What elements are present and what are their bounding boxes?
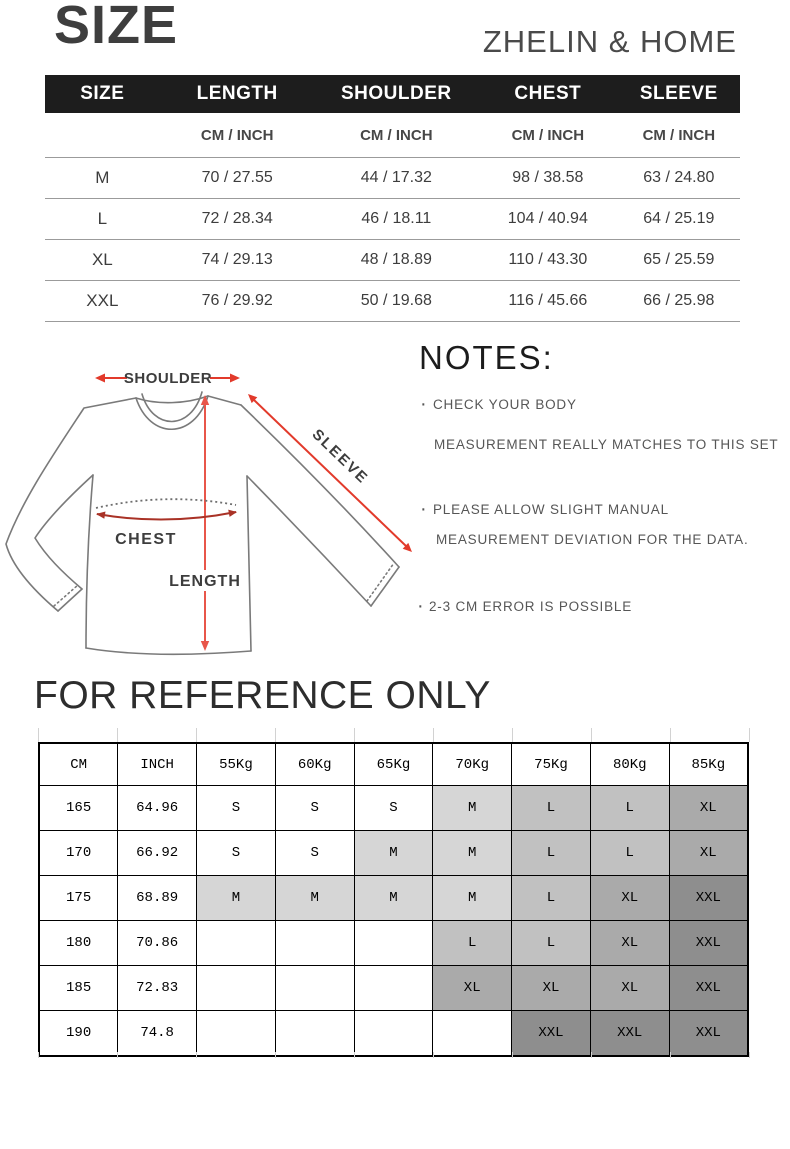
gridline-tick	[670, 1052, 671, 1058]
reference-heading: FOR REFERENCE ONLY	[34, 674, 491, 717]
size-table	[45, 75, 740, 322]
gridline-tick	[196, 728, 197, 742]
weight-cell: XL	[512, 966, 591, 1011]
weight-cell: S	[354, 786, 433, 831]
table-row	[39, 1011, 748, 1057]
chest-value: 104 / 40.94	[507, 210, 588, 227]
weight-cell: M	[433, 831, 512, 876]
size-label: XL	[91, 250, 113, 269]
weight-cell: S	[275, 786, 354, 831]
weight-cell: M	[433, 876, 512, 921]
weight-cell: L	[590, 831, 669, 876]
ref-column-weight: 60Kg	[275, 743, 354, 786]
sleeve-value: 63 / 24.80	[643, 169, 715, 186]
height-inch-cell: 68.89	[118, 876, 197, 921]
weight-cell: M	[433, 786, 512, 831]
column-header-chest: CHEST	[514, 83, 582, 104]
weight-cell: XL	[590, 876, 669, 921]
note-item: 2-3 CM ERROR IS POSSIBLE	[429, 599, 632, 614]
unit-label: CM / INCH	[642, 126, 716, 144]
length-value: 76 / 29.92	[201, 292, 273, 309]
gridline-tick	[117, 1052, 118, 1058]
weight-cell: L	[590, 786, 669, 831]
weight-cell: L	[512, 831, 591, 876]
note-item: MEASUREMENT REALLY MATCHES TO THIS SET	[434, 437, 779, 452]
chest-value: 98 / 38.58	[512, 169, 584, 186]
shirt-outline	[6, 392, 399, 654]
gridline-tick	[38, 728, 39, 742]
table-row	[39, 966, 748, 1011]
chest-value: 110 / 43.30	[508, 251, 588, 268]
gridline-tick	[196, 1052, 197, 1058]
chest-arrow	[96, 510, 237, 520]
gridline-tick	[512, 728, 513, 742]
height-cm-cell: 190	[39, 1011, 118, 1057]
sleeve-value: 65 / 25.59	[643, 251, 715, 268]
sleeve-value: 64 / 25.19	[643, 210, 715, 227]
weight-cell	[275, 921, 354, 966]
weight-cell: XXL	[669, 921, 748, 966]
length-value: 70 / 27.55	[201, 169, 273, 186]
gridline-tick	[275, 728, 276, 742]
gridline-tick	[591, 728, 592, 742]
shoulder-value: 44 / 17.32	[360, 169, 432, 186]
weight-cell: XXL	[669, 876, 748, 921]
shirt-measurement-diagram	[0, 348, 420, 672]
weight-cell: M	[354, 831, 433, 876]
ref-column-weight: 70Kg	[433, 743, 512, 786]
chest-diagram-label: CHEST	[115, 531, 177, 548]
length-value: 74 / 29.13	[201, 251, 273, 268]
weight-cell: S	[197, 831, 276, 876]
weight-cell: XL	[669, 786, 748, 831]
weight-cell: XXL	[590, 1011, 669, 1057]
weight-cell	[354, 1011, 433, 1057]
shoulder-diagram-label: SHOULDER	[123, 370, 213, 387]
weight-cell	[275, 966, 354, 1011]
length-diagram-label: LENGTH	[169, 573, 241, 590]
ref-column-weight: 55Kg	[197, 743, 276, 786]
gridline-tick	[433, 1052, 434, 1058]
height-cm-cell: 175	[39, 876, 118, 921]
height-cm-cell: 170	[39, 831, 118, 876]
weight-cell: XL	[669, 831, 748, 876]
height-inch-cell: 72.83	[118, 966, 197, 1011]
ref-column-weight: 80Kg	[590, 743, 669, 786]
column-header-shoulder: SHOULDER	[341, 83, 452, 104]
height-inch-cell: 64.96	[118, 786, 197, 831]
size-label: L	[97, 209, 108, 228]
ref-column-cm: CM	[39, 743, 118, 786]
weight-cell	[354, 966, 433, 1011]
unit-label: CM / INCH	[200, 126, 274, 144]
note-item: CHECK YOUR BODY	[433, 397, 577, 412]
bullet-dot: ·	[417, 595, 424, 617]
height-inch-cell: 74.8	[118, 1011, 197, 1057]
weight-cell: XL	[590, 921, 669, 966]
length-value: 72 / 28.34	[201, 210, 273, 227]
weight-cell: XXL	[669, 966, 748, 1011]
weight-cell: M	[275, 876, 354, 921]
ref-column-weight: 75Kg	[512, 743, 591, 786]
ref-column-weight: 85Kg	[669, 743, 748, 786]
bullet-dot: ·	[420, 393, 427, 415]
table-row	[45, 240, 740, 281]
weight-cell	[197, 921, 276, 966]
note-item: PLEASE ALLOW SLIGHT MANUAL	[433, 502, 669, 517]
note-item: MEASUREMENT DEVIATION FOR THE DATA.	[436, 532, 749, 547]
weight-cell	[275, 1011, 354, 1057]
weight-cell: XL	[590, 966, 669, 1011]
weight-cell	[433, 1011, 512, 1057]
gridline-tick	[749, 1052, 750, 1058]
reference-table	[38, 742, 749, 1057]
height-inch-cell: 70.86	[118, 921, 197, 966]
weight-cell	[197, 1011, 276, 1057]
notes-heading: NOTES:	[419, 339, 554, 376]
gridline-tick	[433, 728, 434, 742]
shoulder-value: 48 / 18.89	[360, 251, 432, 268]
sleeve-diagram-label: SLEEVE	[308, 425, 372, 488]
chest-value: 116 / 45.66	[508, 292, 588, 309]
weight-cell: XXL	[669, 1011, 748, 1057]
weight-cell: L	[433, 921, 512, 966]
table-row	[39, 921, 748, 966]
chest-dotted-ellipse	[96, 499, 236, 508]
gridline-tick	[512, 1052, 513, 1058]
weight-cell: S	[197, 786, 276, 831]
page-title: SIZE	[54, 0, 179, 55]
gridline-tick	[591, 1052, 592, 1058]
sleeve-arrow	[248, 394, 412, 552]
column-header-sleeve: SLEEVE	[639, 83, 718, 104]
height-cm-cell: 180	[39, 921, 118, 966]
length-arrow	[201, 395, 209, 651]
weight-cell	[354, 921, 433, 966]
weight-cell: L	[512, 786, 591, 831]
table-row	[45, 158, 740, 199]
bullet-dot: ·	[420, 498, 427, 520]
gridline-tick	[275, 1052, 276, 1058]
gridline-tick	[749, 728, 750, 742]
table-row	[45, 199, 740, 240]
table-row	[39, 831, 748, 876]
table-row	[39, 876, 748, 921]
table-row	[39, 786, 748, 831]
column-header-size: SIZE	[80, 83, 125, 104]
gridline-tick	[38, 1052, 39, 1058]
height-inch-cell: 66.92	[118, 831, 197, 876]
ref-column-weight: 65Kg	[354, 743, 433, 786]
size-label: XXL	[86, 291, 119, 310]
column-header-length: LENGTH	[196, 83, 278, 104]
gridline-tick	[354, 728, 355, 742]
gridline-tick	[670, 728, 671, 742]
unit-label: CM / INCH	[511, 126, 585, 144]
unit-label: CM / INCH	[360, 126, 433, 144]
weight-cell: XXL	[512, 1011, 591, 1057]
size-label: M	[95, 168, 110, 187]
shoulder-value: 46 / 18.11	[361, 210, 432, 227]
weight-cell: L	[512, 921, 591, 966]
height-cm-cell: 165	[39, 786, 118, 831]
weight-cell	[197, 966, 276, 1011]
weight-cell: M	[354, 876, 433, 921]
reference-header-row	[39, 743, 748, 786]
ref-column-inch: INCH	[118, 743, 197, 786]
table-row	[45, 281, 740, 322]
sleeve-value: 66 / 25.98	[643, 292, 715, 309]
gridline-tick	[354, 1052, 355, 1058]
size-table-header	[45, 75, 740, 113]
weight-cell: L	[512, 876, 591, 921]
weight-cell: XL	[433, 966, 512, 1011]
weight-cell: M	[197, 876, 276, 921]
weight-cell: S	[275, 831, 354, 876]
height-cm-cell: 185	[39, 966, 118, 1011]
shoulder-value: 50 / 19.68	[360, 292, 432, 309]
brand-name: ZHELIN & HOME	[482, 24, 737, 59]
size-table-units-row	[45, 113, 740, 158]
gridline-tick	[117, 728, 118, 742]
